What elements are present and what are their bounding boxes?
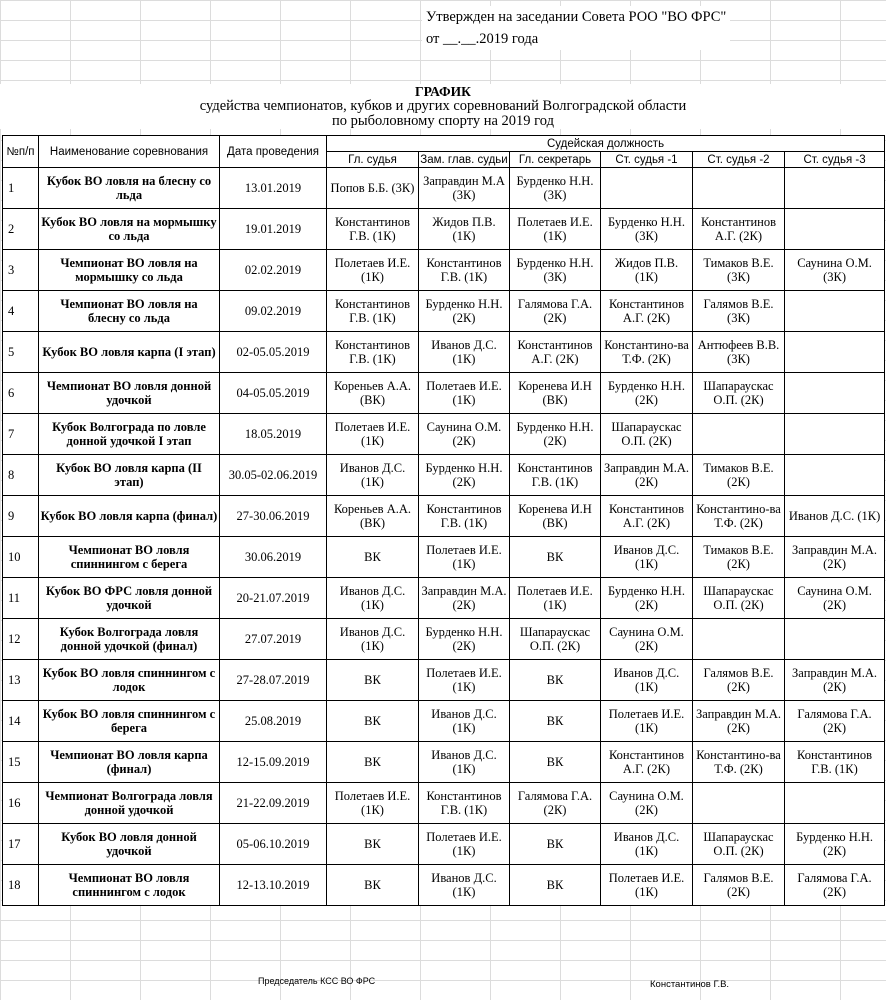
title-line-3: по рыболовному спорту на 2019 год [332, 113, 554, 129]
table-row [3, 865, 885, 906]
judge-cell [693, 619, 785, 660]
judge-cell: Коренева И.Н (ВК) [510, 373, 601, 414]
judge-cell: Полетаев И.Е. (1К) [510, 578, 601, 619]
table-row [3, 701, 885, 742]
competition-name: Кубок ВО ловля на мормышку со льда [39, 209, 220, 250]
judge-cell: Константинов А.Г. (2К) [601, 291, 693, 332]
row-number: 18 [3, 865, 39, 906]
judge-cell: Полетаев И.Е. (1К) [327, 250, 419, 291]
judge-cell: ВК [327, 824, 419, 865]
judge-cell: Галямов В.Е. (2К) [693, 660, 785, 701]
competition-name: Чемпионат ВО ловля спиннингом с берега [39, 537, 220, 578]
judge-cell: Шапараускас О.П. (2К) [693, 578, 785, 619]
judge-cell: Полетаев И.Е. (1К) [327, 783, 419, 824]
judge-cell: Галямов В.Е. (3К) [693, 291, 785, 332]
judge-cell: Константинов А.Г. (2К) [693, 209, 785, 250]
judge-cell: Заправдин М.А (3К) [419, 168, 510, 209]
header-role: Ст. судья -2 [693, 152, 785, 168]
footer-chair-name: Константинов Г.В. [650, 979, 730, 990]
judge-cell: Иванов Д.С. (1К) [419, 701, 510, 742]
competition-name: Кубок ВО ловля спиннингом с берега [39, 701, 220, 742]
judge-cell: Константинов Г.В. (1К) [510, 455, 601, 496]
table-row [3, 660, 885, 701]
judge-cell: Саунина О.М. (2К) [419, 414, 510, 455]
table-row [3, 455, 885, 496]
row-number: 9 [3, 496, 39, 537]
judge-cell: Галямова Г.А. (2К) [510, 291, 601, 332]
judge-cell: Шапараускас О.П. (2К) [693, 373, 785, 414]
row-number: 3 [3, 250, 39, 291]
table-row [3, 496, 885, 537]
judge-cell: ВК [327, 537, 419, 578]
judge-cell: Заправдин М.А. (2К) [601, 455, 693, 496]
judge-cell: Полетаев И.Е. (1К) [601, 865, 693, 906]
competition-name: Кубок ВО ловля на блесну со льда [39, 168, 220, 209]
header-num: №п/п [3, 136, 39, 168]
competition-date: 04-05.05.2019 [220, 373, 327, 414]
judge-cell: Бурденко Н.Н. (2К) [419, 291, 510, 332]
judge-cell: Иванов Д.С. (1К) [327, 619, 419, 660]
judge-cell: Саунина О.М. (2К) [601, 783, 693, 824]
judge-cell: Константинов А.Г. (2К) [601, 742, 693, 783]
competition-name: Кубок Волгограда ловля донной удочкой (финал) [39, 619, 220, 660]
competition-name: Кубок ВО ловля спиннингом с лодок [39, 660, 220, 701]
judge-cell: Константино-ва Т.Ф. (2К) [601, 332, 693, 373]
header-role: Ст. судья -1 [601, 152, 693, 168]
judge-cell: Кореньев А.А. (ВК) [327, 373, 419, 414]
judge-cell: Иванов Д.С. (1К) [601, 824, 693, 865]
competition-name: Чемпионат ВО ловля спиннингом с лодок [39, 865, 220, 906]
judge-cell: Саунина О.М. (2К) [785, 578, 885, 619]
table-row [3, 332, 885, 373]
competition-date: 09.02.2019 [220, 291, 327, 332]
judge-cell: ВК [510, 742, 601, 783]
judge-cell: Коренева И.Н (ВК) [510, 496, 601, 537]
header-role: Гл. судья [327, 152, 419, 168]
judge-cell: Галямов В.Е. (2К) [693, 865, 785, 906]
judge-cell: Жидов П.В. (1К) [601, 250, 693, 291]
row-number: 17 [3, 824, 39, 865]
judge-cell: ВК [327, 865, 419, 906]
approval-line-2: от __.__.2019 года [426, 31, 539, 47]
competition-date: 30.05-02.06.2019 [220, 455, 327, 496]
judge-cell: Полетаев И.Е. (1К) [510, 209, 601, 250]
row-number: 6 [3, 373, 39, 414]
judge-cell: Галямова Г.А. (2К) [510, 783, 601, 824]
judge-cell: Иванов Д.С. (1К) [419, 742, 510, 783]
header-role: Гл. секретарь [510, 152, 601, 168]
judge-cell: Бурденко Н.Н. (2К) [510, 414, 601, 455]
judge-cell: Константинов Г.В. (1К) [785, 742, 885, 783]
competition-name: Чемпионат ВО ловля донной удочкой [39, 373, 220, 414]
judge-cell: Галямова Г.А. (2К) [785, 701, 885, 742]
competition-date: 30.06.2019 [220, 537, 327, 578]
row-number: 10 [3, 537, 39, 578]
judge-cell: Иванов Д.С. (1К) [327, 455, 419, 496]
competition-name: Кубок Волгограда по ловле донной удочкой I этап [39, 414, 220, 455]
judge-cell: Заправдин М.А. (2К) [693, 701, 785, 742]
judge-cell: Заправдин М.А. (2К) [785, 537, 885, 578]
judge-cell: Полетаев И.Е. (1К) [419, 537, 510, 578]
judge-cell: Иванов Д.С. (1К) [419, 332, 510, 373]
judge-cell: Антюфеев В.В. (3К) [693, 332, 785, 373]
judge-cell: Саунина О.М. (3К) [785, 250, 885, 291]
judge-cell: ВК [510, 824, 601, 865]
judge-cell [785, 332, 885, 373]
judge-cell: Константинов Г.В. (1К) [419, 783, 510, 824]
competition-date: 19.01.2019 [220, 209, 327, 250]
judge-cell: Бурденко Н.Н. (3К) [510, 168, 601, 209]
judge-cell: Иванов Д.С. (1К) [601, 660, 693, 701]
judge-cell: Константино-ва Т.Ф. (2К) [693, 496, 785, 537]
competition-name: Чемпионат ВО ловля карпа (финал) [39, 742, 220, 783]
competition-date: 27-30.06.2019 [220, 496, 327, 537]
table-row [3, 619, 885, 660]
judge-cell: Шапараускас О.П. (2К) [601, 414, 693, 455]
judge-cell: ВК [510, 660, 601, 701]
header-date: Дата проведения [220, 136, 327, 168]
table-row [3, 537, 885, 578]
judge-cell [785, 783, 885, 824]
judge-cell: ВК [510, 701, 601, 742]
competition-name: Чемпионат ВО ловля на блесну со льда [39, 291, 220, 332]
competition-date: 12-15.09.2019 [220, 742, 327, 783]
table-row [3, 824, 885, 865]
judge-cell [785, 619, 885, 660]
schedule-table [2, 135, 885, 906]
row-number: 2 [3, 209, 39, 250]
judge-cell [785, 455, 885, 496]
competition-date: 18.05.2019 [220, 414, 327, 455]
judge-cell: Константинов А.Г. (2К) [510, 332, 601, 373]
judge-cell: ВК [327, 660, 419, 701]
judge-cell [785, 291, 885, 332]
row-number: 7 [3, 414, 39, 455]
table-row [3, 168, 885, 209]
competition-name: Чемпионат ВО ловля на мормышку со льда [39, 250, 220, 291]
judge-cell: Шапараускас О.П. (2К) [693, 824, 785, 865]
judge-cell: Бурденко Н.Н. (2К) [419, 455, 510, 496]
judge-cell: Константино-ва Т.Ф. (2К) [693, 742, 785, 783]
judge-cell: Тимаков В.Е. (3К) [693, 250, 785, 291]
competition-date: 02-05.05.2019 [220, 332, 327, 373]
table-row [3, 414, 885, 455]
judge-cell [785, 414, 885, 455]
judge-cell: Тимаков В.Е. (2К) [693, 455, 785, 496]
competition-date: 05-06.10.2019 [220, 824, 327, 865]
judge-cell [601, 168, 693, 209]
header-role: Ст. судья -3 [785, 152, 885, 168]
table-row [3, 742, 885, 783]
table-row [3, 250, 885, 291]
approval-line-1: Утвержден на заседании Совета РОО "ВО ФРС" [426, 9, 727, 25]
row-number: 11 [3, 578, 39, 619]
judge-cell [693, 783, 785, 824]
judge-cell: Константинов А.Г. (2К) [601, 496, 693, 537]
judge-cell: Кореньев А.А. (ВК) [327, 496, 419, 537]
competition-name: Кубок ВО ловля карпа (финал) [39, 496, 220, 537]
document-title [0, 84, 886, 129]
judge-cell: Бурденко Н.Н. (2К) [419, 619, 510, 660]
row-number: 4 [3, 291, 39, 332]
judge-cell: Иванов Д.С. (1К) [601, 537, 693, 578]
row-number: 12 [3, 619, 39, 660]
judge-cell: Бурденко Н.Н. (2К) [601, 373, 693, 414]
judge-cell [785, 209, 885, 250]
judge-cell: ВК [510, 537, 601, 578]
judge-cell: Заправдин М.А. (2К) [419, 578, 510, 619]
table-row [3, 373, 885, 414]
judge-cell: Полетаев И.Е. (1К) [601, 701, 693, 742]
judge-cell: ВК [327, 742, 419, 783]
table-row [3, 578, 885, 619]
judge-cell: Константинов Г.В. (1К) [419, 250, 510, 291]
competition-date: 02.02.2019 [220, 250, 327, 291]
judge-cell: Полетаев И.Е. (1К) [419, 373, 510, 414]
table-row [3, 783, 885, 824]
judge-cell: Галямова Г.А. (2К) [785, 865, 885, 906]
judge-cell [785, 373, 885, 414]
row-number: 15 [3, 742, 39, 783]
judge-cell: Бурденко Н.Н. (2К) [601, 578, 693, 619]
judge-cell [693, 168, 785, 209]
table-row [3, 291, 885, 332]
judge-cell: Константинов Г.В. (1К) [327, 209, 419, 250]
row-number: 8 [3, 455, 39, 496]
table-row [3, 209, 885, 250]
judge-cell: Полетаев И.Е. (1К) [327, 414, 419, 455]
header-name: Наименование соревнования [39, 136, 220, 168]
judge-cell: ВК [510, 865, 601, 906]
competition-date: 13.01.2019 [220, 168, 327, 209]
competition-name: Кубок ВО ловля донной удочкой [39, 824, 220, 865]
competition-date: 20-21.07.2019 [220, 578, 327, 619]
row-number: 14 [3, 701, 39, 742]
title-line-1: ГРАФИК [415, 84, 471, 99]
competition-date: 27.07.2019 [220, 619, 327, 660]
judge-cell: Тимаков В.Е. (2К) [693, 537, 785, 578]
header-judge-group: Судейская должность [327, 136, 885, 152]
title-line-2: судейства чемпионатов, кубков и других соревнований Волгоградской области [199, 98, 687, 114]
competition-name: Чемпионат Волгограда ловля донной удочкой [39, 783, 220, 824]
competition-name: Кубок ВО ловля карпа (II этап) [39, 455, 220, 496]
footer-chair-label: Председатель КСС ВО ФРС [258, 976, 376, 986]
header-role: Зам. глав. судьи [420, 153, 508, 166]
competition-date: 27-28.07.2019 [220, 660, 327, 701]
approval-note [422, 6, 730, 50]
judge-cell: Заправдин М.А. (2К) [785, 660, 885, 701]
judge-cell: Бурденко Н.Н. (3К) [601, 209, 693, 250]
judge-cell: Иванов Д.С. (1К) [327, 578, 419, 619]
competition-name: Кубок ВО ФРС ловля донной удочкой [39, 578, 220, 619]
judge-cell: Жидов П.В. (1К) [419, 209, 510, 250]
judge-cell: Шапараускас О.П. (2К) [510, 619, 601, 660]
row-number: 1 [3, 168, 39, 209]
judge-cell: Иванов Д.С. (1К) [419, 865, 510, 906]
judge-cell: Константинов Г.В. (1К) [419, 496, 510, 537]
row-number: 13 [3, 660, 39, 701]
competition-date: 12-13.10.2019 [220, 865, 327, 906]
judge-cell [785, 168, 885, 209]
judge-cell: Константинов Г.В. (1К) [327, 332, 419, 373]
competition-date: 21-22.09.2019 [220, 783, 327, 824]
judge-cell: Иванов Д.С. (1К) [785, 496, 885, 537]
competition-name: Кубок ВО ловля карпа (I этап) [39, 332, 220, 373]
judge-cell: Саунина О.М. (2К) [601, 619, 693, 660]
judge-cell [693, 414, 785, 455]
judge-cell: Полетаев И.Е. (1К) [419, 660, 510, 701]
judge-cell: Попов Б.Б. (3К) [327, 168, 419, 209]
judge-cell: Константинов Г.В. (1К) [327, 291, 419, 332]
judge-cell: ВК [327, 701, 419, 742]
competition-date: 25.08.2019 [220, 701, 327, 742]
row-number: 5 [3, 332, 39, 373]
judge-cell: Бурденко Н.Н. (2К) [785, 824, 885, 865]
judge-cell: Полетаев И.Е. (1К) [419, 824, 510, 865]
judge-cell: Бурденко Н.Н. (3К) [510, 250, 601, 291]
row-number: 16 [3, 783, 39, 824]
